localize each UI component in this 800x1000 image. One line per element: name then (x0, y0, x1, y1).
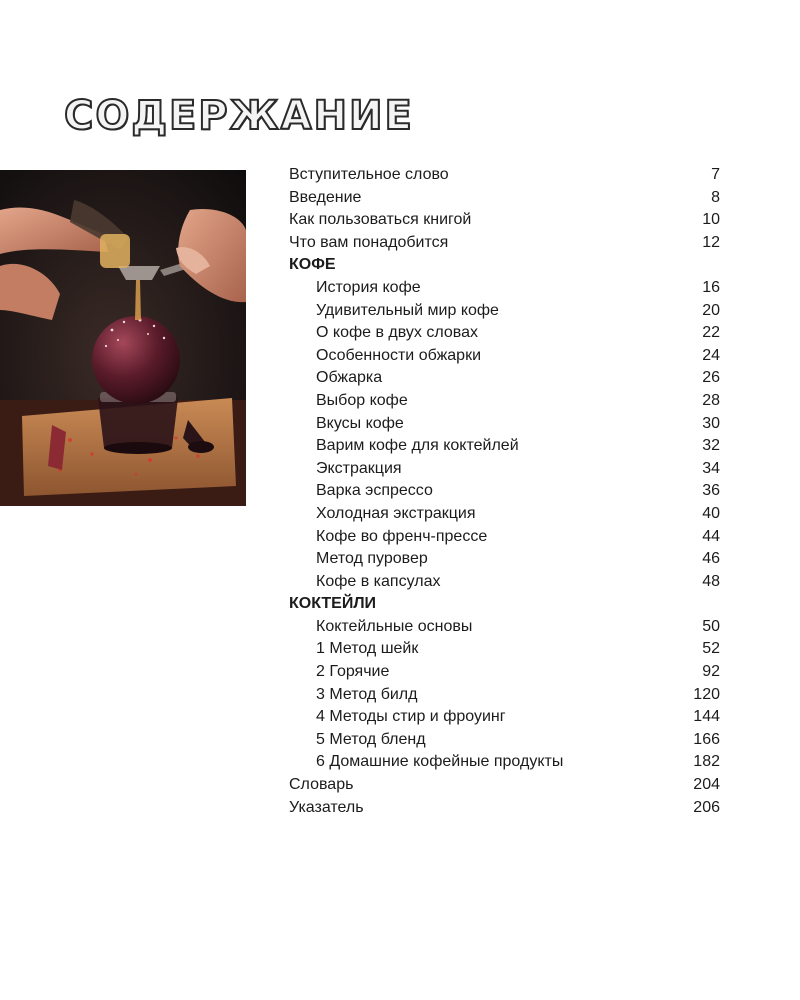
toc-entry-label: 5 Метод бленд (316, 730, 426, 748)
toc-page-number: 204 (693, 776, 720, 794)
toc-page-number: 22 (702, 324, 720, 342)
toc-page-number: 8 (711, 188, 720, 206)
toc-page-number: 12 (702, 233, 720, 251)
toc-entry[interactable] (289, 480, 720, 503)
toc-page-number: 26 (702, 369, 720, 387)
toc-entry[interactable] (289, 322, 720, 345)
toc-entry-label: Выбор кофе (316, 391, 408, 409)
toc-entry-label: Как пользоваться книгой (289, 211, 472, 229)
toc-page-number: 32 (702, 437, 720, 455)
toc-entry[interactable] (289, 661, 720, 684)
toc-entry[interactable] (289, 435, 720, 458)
toc-entry-label: Указатель (289, 798, 364, 816)
toc-page-number: 44 (702, 527, 720, 545)
toc-entry-label: Вкусы кофе (316, 414, 404, 432)
toc-page-number: 10 (702, 211, 720, 229)
toc-page-number: 50 (702, 617, 720, 635)
toc-page-number: 40 (702, 504, 720, 522)
toc-entry-label: 1 Метод шейк (316, 640, 419, 658)
toc-entry-label: История кофе (316, 278, 421, 296)
toc-page-number: 120 (693, 685, 720, 703)
toc-entry-label: Кофе в капсулах (316, 572, 441, 590)
toc-entry-label: Экстракция (316, 459, 402, 477)
toc-entry-label: Холодная экстракция (316, 504, 476, 522)
toc-entry[interactable] (289, 526, 720, 549)
toc-entry-label: 6 Домашние кофейные продукты (316, 753, 564, 771)
toc-entry[interactable] (289, 232, 720, 255)
toc-entry-label: О кофе в двух словах (316, 324, 478, 342)
table-of-contents (289, 164, 720, 819)
toc-entry[interactable] (289, 638, 720, 661)
toc-entry-label: Варим кофе для коктейлей (316, 437, 519, 455)
toc-entry[interactable] (289, 616, 720, 639)
toc-page-number: 144 (693, 708, 720, 726)
toc-entry-label: КОФЕ (289, 256, 336, 274)
toc-entry-label: Коктейльные основы (316, 617, 473, 635)
toc-entry[interactable] (289, 300, 720, 323)
toc-section-heading (289, 254, 720, 277)
toc-page-number: 52 (702, 640, 720, 658)
toc-page-number: 20 (702, 301, 720, 319)
toc-entry[interactable] (289, 684, 720, 707)
toc-section-heading (289, 593, 720, 616)
toc-page-number: 46 (702, 550, 720, 568)
toc-entry[interactable] (289, 367, 720, 390)
toc-entry-label: Обжарка (316, 369, 383, 387)
toc-page-number: 7 (711, 166, 720, 183)
toc-entry-label: 4 Методы стир и фроуинг (316, 708, 506, 726)
toc-entry-label: 2 Горячие (316, 663, 390, 681)
toc-page-number: 206 (693, 798, 720, 816)
toc-entry[interactable] (289, 797, 720, 820)
toc-page-number: 16 (702, 278, 720, 296)
toc-page-number: 166 (693, 730, 720, 748)
toc-page-number: 182 (693, 753, 720, 771)
toc-page-number: 92 (702, 663, 720, 681)
toc-entry-label: Словарь (289, 776, 354, 794)
page-title: СОДЕРЖАНИЕ (64, 93, 414, 139)
toc-entry-label: Метод пуровер (316, 550, 428, 568)
toc-entry-label: Кофе во френч-прессе (316, 527, 488, 545)
toc-entry[interactable] (289, 751, 720, 774)
toc-entry[interactable] (289, 413, 720, 436)
toc-entry[interactable] (289, 458, 720, 481)
coffee-cocktail-photo (0, 170, 246, 506)
toc-entry-label: Особенности обжарки (316, 346, 482, 364)
toc-entry[interactable] (289, 209, 720, 232)
toc-entry-label: 3 Метод билд (316, 685, 418, 703)
toc-entry-label: Введение (289, 188, 362, 206)
toc-entry[interactable] (289, 187, 720, 210)
toc-entry-label: Варка эспрессо (316, 482, 433, 500)
toc-entry-label: Вступительное слово (289, 166, 449, 183)
toc-page-number: 48 (702, 572, 720, 590)
toc-entry[interactable] (289, 345, 720, 368)
toc-entry[interactable] (289, 571, 720, 594)
toc-entry[interactable] (289, 706, 720, 729)
toc-entry[interactable] (289, 390, 720, 413)
toc-page-number: 30 (702, 414, 720, 432)
toc-page-number: 24 (702, 346, 720, 364)
toc-entry[interactable] (289, 774, 720, 797)
toc-entry[interactable] (289, 729, 720, 752)
toc-entry[interactable] (289, 277, 720, 300)
toc-page-number: 34 (702, 459, 720, 477)
toc-entry[interactable] (289, 503, 720, 526)
toc-entry-label: Удивительный мир кофе (316, 301, 499, 319)
toc-page-number: 28 (702, 391, 720, 409)
toc-entry-label: КОКТЕЙЛИ (289, 595, 377, 613)
toc-entry[interactable] (289, 164, 720, 187)
toc-page-number: 36 (702, 482, 720, 500)
toc-entry[interactable] (289, 548, 720, 571)
toc-entry-label: Что вам понадобится (289, 233, 449, 251)
